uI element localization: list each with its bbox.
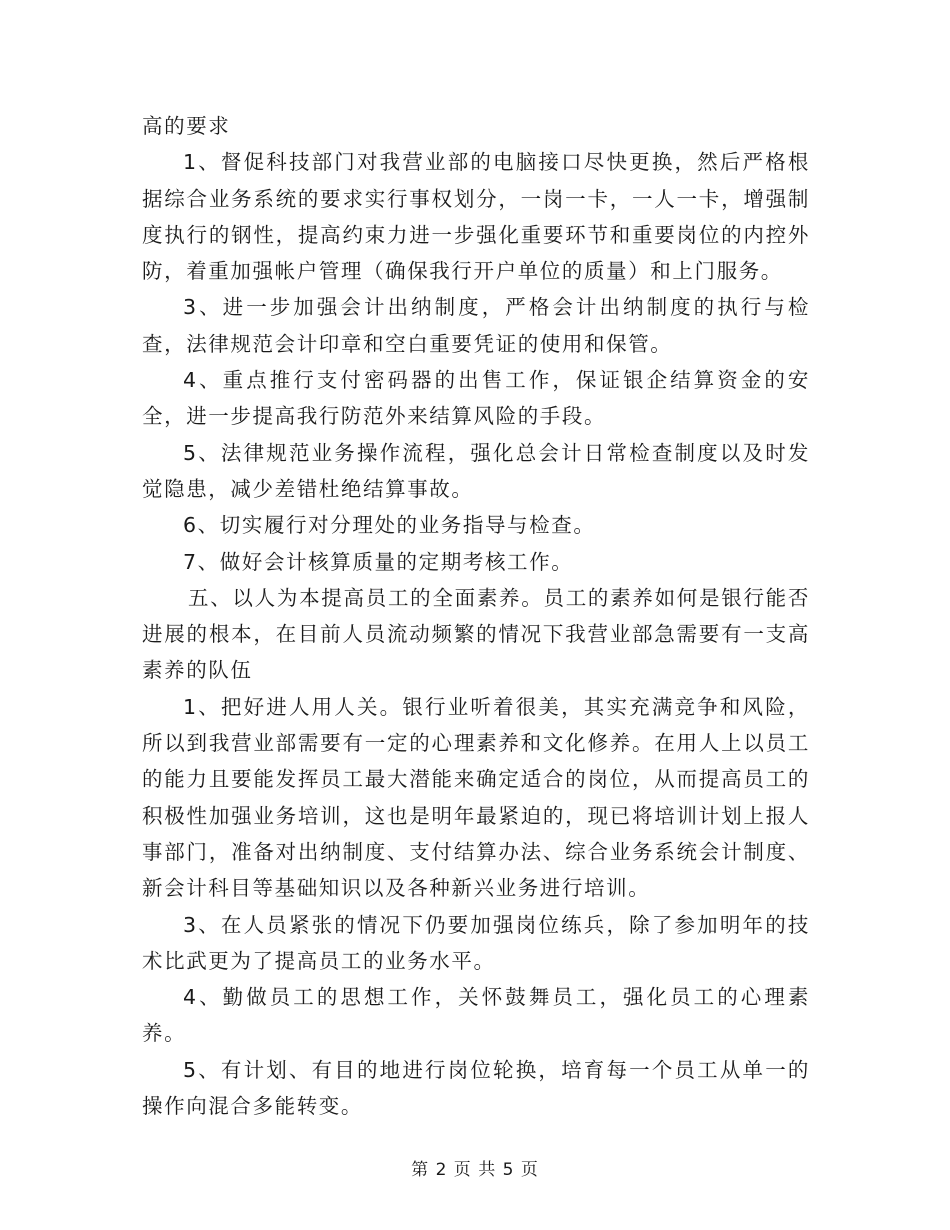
paragraph-item-1: 1、督促科技部门对我营业部的电脑接口尽快更换，然后严格根据综合业务系统的要求实行事权划分，一岗一卡，一人一卡，增强制度执行的钢性，提高约束力进一步强化重要环节和重要岗位的内控外防，着重加强帐户管理（确保我行开户单位的质量）和上门服务。: [142, 150, 810, 284]
paragraph-item-4: 4、重点推行支付密码器的出售工作，保证银企结算资金的安全，进一步提高我行防范外来结算风险的手段。: [142, 368, 810, 429]
paragraph-item-7: 7、做好会计核算质量的定期考核工作。: [183, 549, 574, 574]
paragraph-item-5: 5、法律规范业务操作流程，强化总会计日常检查制度以及时发觉隐患，减少差错杜绝结算事故。: [142, 440, 810, 501]
paragraph-staff-4: 4、勤做员工的思想工作，关怀鼓舞员工，强化员工的心理素养。: [142, 985, 810, 1046]
section-five-heading: 五、以人为本提高员工的全面素养。员工的素养如何是银行能否进展的根本，在目前人员流动频繁的情况下我营业部急需要有一支高素养的队伍: [142, 585, 810, 683]
paragraph-staff-5: 5、有计划、有目的地进行岗位轮换，培育每一个员工从单一的操作向混合多能转变。: [142, 1057, 810, 1119]
page-number-footer: 第 2 页 共 5 页: [411, 1160, 539, 1180]
paragraph-item-3: 3、进一步加强会计出纳制度，严格会计出纳制度的执行与检查，法律规范会计印章和空白重要凭证的使用和保管。: [142, 295, 810, 356]
paragraph-staff-3: 3、在人员紧张的情况下仍要加强岗位练兵，除了参加明年的技术比武更为了提高员工的业务水平。: [142, 912, 810, 973]
paragraph-staff-1: 1、把好进人用人关。银行业听着很美，其实充满竞争和风险，所以到我营业部需要有一定的心理素养和文化修养。在用人上以员工的能力且要能发挥员工最大潜能来确定适合的岗位，从而提高员工的积极性加强业务培训，这也是明年最紧迫的，现已将培训计划上报人事部门，准备对出纳制度、支付结算办法、综合业务系统会计制度、新会计科目等基础知识以及各种新兴业务进行培训。: [142, 694, 810, 901]
document-body: [142, 108, 810, 1124]
paragraph-item-6: 6、切实履行对分理处的业务指导与检查。: [183, 513, 596, 538]
paragraph-continuation: 高的要求: [142, 114, 231, 138]
